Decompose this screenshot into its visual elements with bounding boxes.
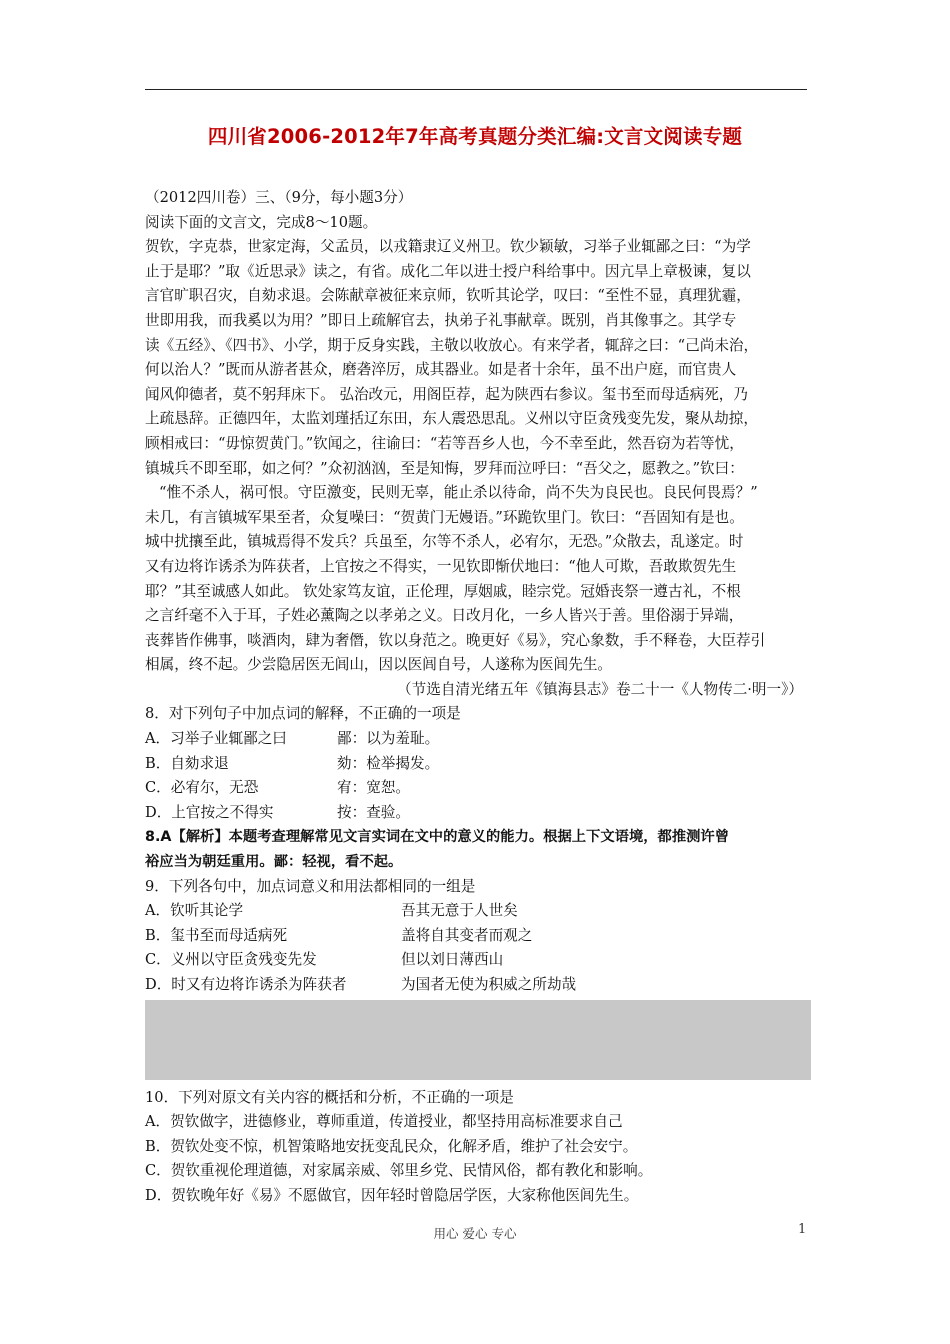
option-d: D．时又有边将诈诱杀为阵获者 为国者无使为积威之所劫哉 xyxy=(145,976,577,993)
passage-line: “惟不杀人，祸可恨。守臣激变，民则无辜，能止杀以待命，尚不失为良民也。良民何畏焉？” xyxy=(159,484,758,502)
analysis-line: 8.A【解析】本题考查理解常见文言实词在文中的意义的能力。根据上下文语境，都推测许曾 xyxy=(145,829,730,846)
option-a: A．贺钦做字，进德修业，尊师重道，传道授业，都坚持用高标准要求自己 xyxy=(145,1113,623,1131)
option-a: A．习举子业辄鄙之曰 鄙：以为羞耻。 xyxy=(145,730,440,748)
option-b: B．贺钦处变不惊，机智策略地安抚变乱民众，化解矛盾，维护了社会安宁。 xyxy=(145,1137,638,1155)
section-header: （2012四川卷）三、（9分，每小题3分） xyxy=(145,189,413,206)
passage-line: 读《五经》、《四书》、小学，期于反身实践，主敬以收放心。有来学者，辄辞之曰：“己尚未治， xyxy=(145,336,759,354)
question-9 xyxy=(145,875,811,998)
passage-line: 贺钦，字克恭，世家定海，父孟员，以戎籍隶辽义州卫。钦少颖敏，习举子业辄鄙之曰：“为学 xyxy=(145,238,751,256)
passage-line: 上疏恳辞。正德四年，太监刘瑾括辽东田，东人震恐思乱。义州以守臣贪残变先发，聚从劫掠， xyxy=(145,410,758,428)
redacted-block xyxy=(145,1000,811,1080)
passage-line: 言官旷职召灾，自劾求退。会陈献章被征来京师，钦听其论学，叹曰：“至性不显，真理犹霾， xyxy=(145,287,751,305)
passage-line: 城中扰攘至此，镇城焉得不发兵？兵虽至，尔等不杀人，必宥尔，无恐。”众散去，乱遂定。时 xyxy=(145,533,744,551)
header-rule xyxy=(145,89,807,90)
passage-line: 未几，有言镇城军果至者，众复噪曰：“贺黄门无嫚语。”环跪钦里门。钦曰：“吾固知有是也。 xyxy=(145,508,744,526)
passage-line: 耶？”其至诚感人如此。 钦处家笃友谊，正伦理，厚姻戚，睦宗党。冠婚丧祭一遵古礼，不根 xyxy=(145,582,741,600)
footer-text: 用心 爱心 专心 xyxy=(433,1226,517,1241)
option-b: B．玺书至而母适病死 盖将自其变者而观之 xyxy=(145,926,533,944)
option-a: A．钦听其论学 吾其无意于人世矣 xyxy=(145,902,518,920)
passage-line: 止于是耶？”取《近思录》读之，有省。成化二年以进士授户科给事中。因亢旱上章极谏，复以 xyxy=(145,262,751,280)
analysis-line: 裕应当为朝廷重用。鄙：轻视，看不起。 xyxy=(145,854,403,871)
question-10 xyxy=(145,1086,811,1209)
passage-line: 何以治人？”既而从游者甚众，磨砻淬厉，成其器业。如是者十余年，虽不出户庭，而官贵人 xyxy=(145,361,737,379)
instruction: 阅读下面的文言文，完成8～10题。 xyxy=(145,213,378,231)
passage-line: 丧葬皆作佛事，啖酒肉，肆为奢僭，钦以身范之。晚更好《易》，究心象数，手不释卷，大臣荐引 xyxy=(145,631,766,649)
option-c: C．义州以守臣贪残变先发 但以刘日薄西山 xyxy=(145,951,504,969)
option-c: C．贺钦重视伦理道德，对家属亲威、邻里乡党、民情风俗，都有教化和影响。 xyxy=(145,1162,653,1180)
page-number: 1 xyxy=(798,1222,807,1237)
passage-line: 相属，终不起。少尝隐居医无闾山，因以医闾自号，人遂称为医闾先生。 xyxy=(145,656,613,674)
question-stem: 9．下列各句中，加点词意义和用法都相同的一组是 xyxy=(145,877,476,895)
passage-line: 又有边将诈诱杀为阵获者，上官按之不得实，一见钦即惭伏地曰：“他人可欺，吾敢欺贺先生 xyxy=(145,557,737,575)
option-d: D．上官按之不得实 按：查验。 xyxy=(145,803,410,821)
passage-line: 世即用我，而我奚以为用？”即日上疏解官去，执弟子礼事献章。既别，肖其像事之。其学专 xyxy=(145,311,737,329)
option-c: C．必宥尔，无恐 宥：宽恕。 xyxy=(145,779,410,797)
document-body xyxy=(145,186,811,1209)
passage xyxy=(145,235,811,678)
passage-line: 闻风仰德者，莫不躬拜床下。 弘治改元，用阁臣荐，起为陕西右参议。玺书至而母适病死，乃 xyxy=(145,385,748,403)
passage-source: （节选自清光绪五年《镇海县志》卷二十一《人物传二·明一》） xyxy=(397,680,803,698)
question-8 xyxy=(145,702,811,874)
passage-line: 顾相戒曰：“毋惊贺黄门。”钦闻之，往谕曰：“若等吾乡人也，今不幸至此，然吾窃为若等忧， xyxy=(145,434,744,452)
option-b: B．自劾求退 劾：检举揭发。 xyxy=(145,754,440,772)
question-stem: 10．下列对原文有关内容的概括和分析，不正确的一项是 xyxy=(145,1088,514,1106)
passage-line: 镇城兵不即至耶，如之何？”众初汹汹，至是知悔，罗拜而泣呼曰：“吾父之，愿教之。”钦曰： xyxy=(145,459,744,477)
document-title: 四川省2006-2012年7年高考真题分类汇编:文言文阅读专题 xyxy=(207,125,743,148)
option-d: D．贺钦晚年好《易》不愿做官，因年轻时曾隐居学医，大家称他医闾先生。 xyxy=(145,1186,639,1204)
passage-line: 之言纤毫不入于耳，子姓必薰陶之以孝弟之义。日改月化，一乡人皆兴于善。里俗溺于异端， xyxy=(145,607,744,625)
question-stem: 8．对下列句子中加点词的解释，不正确的一项是 xyxy=(145,705,461,723)
